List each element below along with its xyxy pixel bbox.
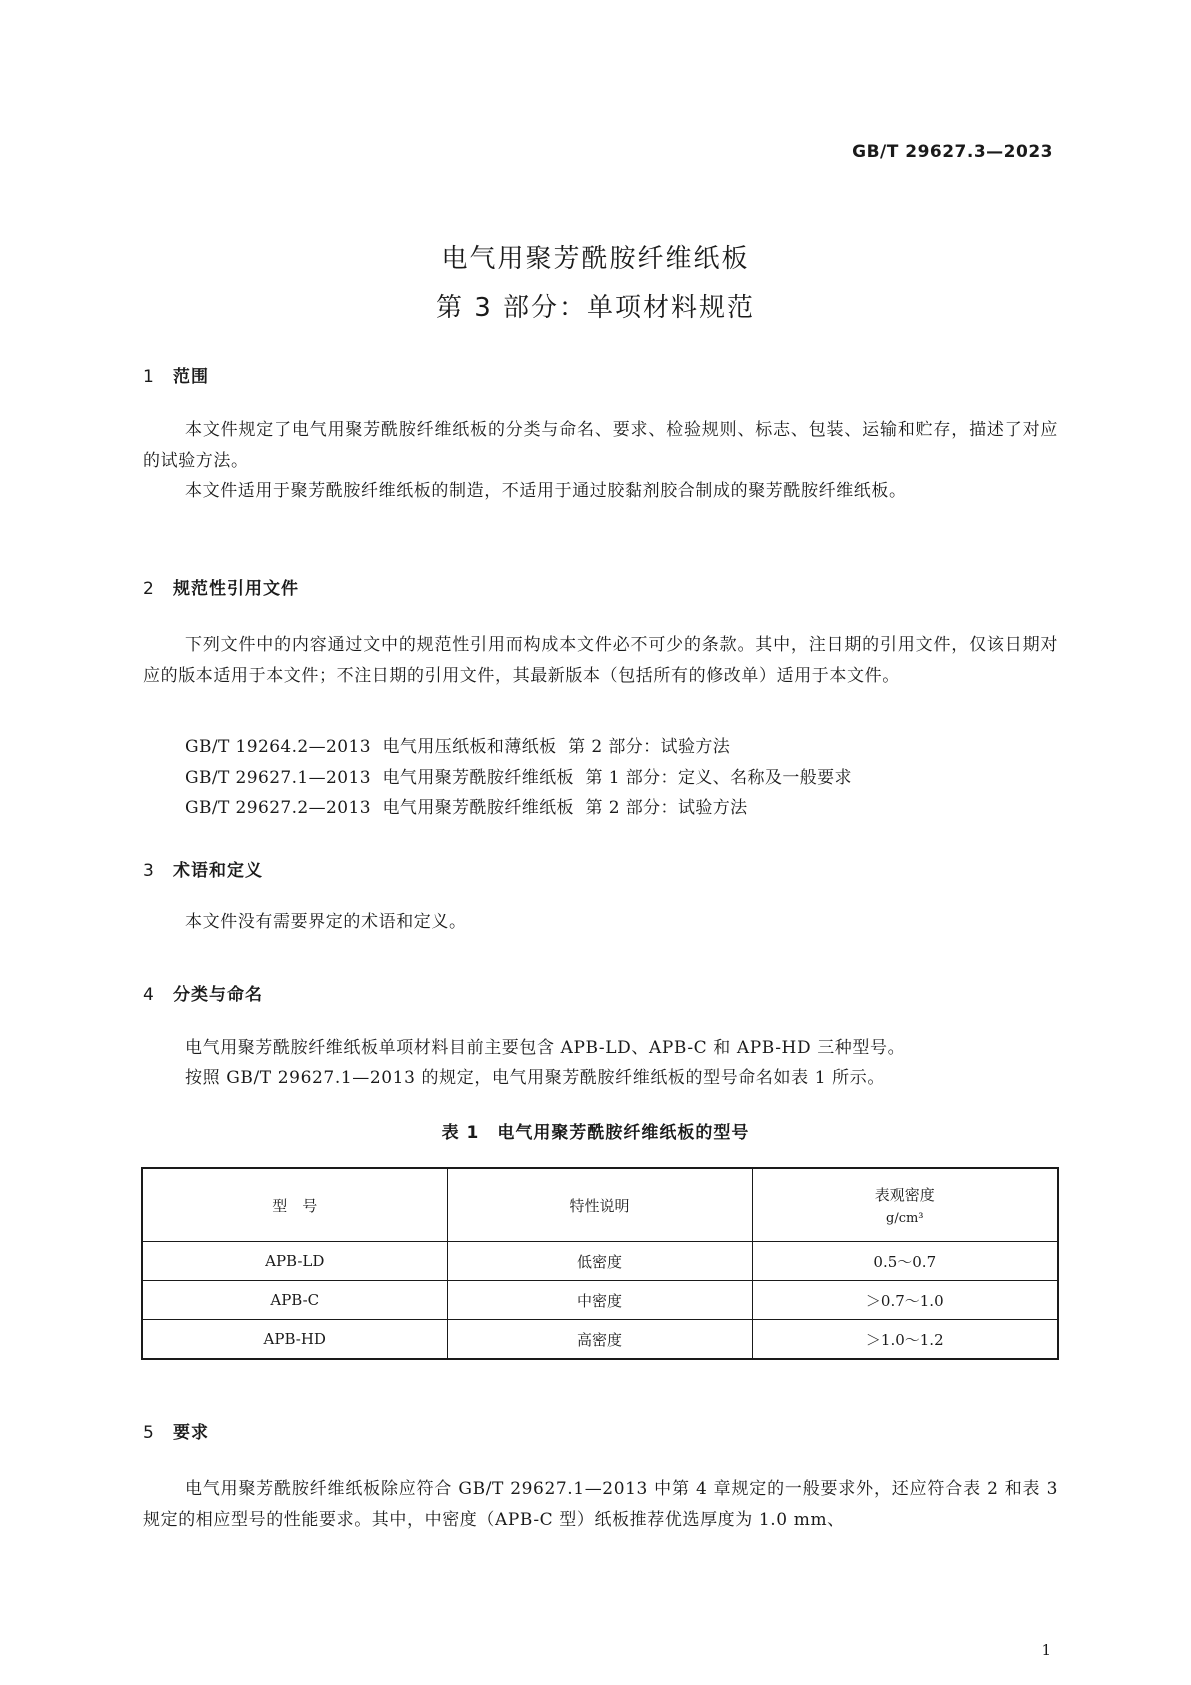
section-3-heading [143,856,263,881]
table-row [142,1242,1058,1281]
section-number: 4 [143,985,155,1005]
section-number: 5 [143,1423,155,1443]
section-1-paragraph-2: 本文件适用于聚芳酰胺纤维纸板的制造，不适用于通过胶黏剂胶合制成的聚芳酰胺纤维纸板。 [185,481,907,501]
section-title: 范围 [173,367,209,387]
cell-density: ＞0.7～1.0 [752,1281,1058,1320]
cell-description: 中密度 [447,1281,752,1320]
cell-description: 高密度 [447,1320,752,1360]
section-5-heading [143,1418,209,1443]
page-number: 1 [1041,1641,1051,1659]
density-unit: g/cm³ [886,1211,924,1226]
section-4-paragraph-1: 电气用聚芳酰胺纤维纸板单项材料目前主要包含 APB-LD、APB-C 和 APB-HD 三种型号。 [185,1038,906,1058]
column-header-density [752,1168,1058,1242]
section-4-paragraph-2: 按照 GB/T 29627.1—2013 的规定，电气用聚芳酰胺纤维纸板的型号命名如表 1 所示。 [185,1068,885,1088]
document-subtitle: 第 3 部分：单项材料规范 [435,293,756,323]
normative-reference: GB/T 29627.1—2013 电气用聚芳酰胺纤维纸板 第 1 部分：定义、名称及一般要求 [185,768,852,788]
standard-number: GB/T 29627.3—2023 [852,142,1053,162]
section-2-heading [143,574,299,599]
cell-type: APB-LD [142,1242,447,1281]
table-1 [141,1167,1059,1360]
section-title: 分类与命名 [173,985,263,1005]
table-row [142,1281,1058,1320]
section-title: 要求 [173,1423,209,1443]
normative-reference: GB/T 29627.2—2013 电气用聚芳酰胺纤维纸板 第 2 部分：试验方法 [185,798,748,818]
cell-description: 低密度 [447,1242,752,1281]
table-row [142,1320,1058,1360]
document-title: 电气用聚芳酰胺纤维纸板 [441,244,750,274]
table-header-row [142,1168,1058,1242]
normative-reference: GB/T 19264.2—2013 电气用压纸板和薄纸板 第 2 部分：试验方法 [185,737,731,757]
section-number: 3 [143,861,155,881]
density-header-label: 表观密度 [874,1186,935,1204]
table-1-caption: 表 1 电气用聚芳酰胺纤维纸板的型号 [441,1123,750,1143]
section-2-paragraph-1: 下列文件中的内容通过文中的规范性引用而构成本文件必不可少的条款。其中，注日期的引用文件，仅该日期对应的版本适用于本文件；不注日期的引用文件，其最新版本（包括所有的修改单）适用于本文件。 [143,635,1058,686]
section-number: 2 [143,579,155,599]
section-4-heading [143,980,263,1005]
section-3-paragraph-1: 本文件没有需要界定的术语和定义。 [185,912,467,932]
section-1-paragraph-1: 本文件规定了电气用聚芳酰胺纤维纸板的分类与命名、要求、检验规则、标志、包装、运输和贮存，描述了对应的试验方法。 [143,420,1058,471]
section-1-heading [143,362,209,387]
cell-type: APB-C [142,1281,447,1320]
section-number: 1 [143,367,155,387]
section-5-paragraph-1: 电气用聚芳酰胺纤维纸板除应符合 GB/T 29627.1—2013 中第 4 章规定的一般要求外，还应符合表 2 和表 3 规定的相应型号的性能要求。其中，中密度（APB-C 型）纸板推荐优选厚度为 1.0 mm、 [143,1479,1058,1530]
cell-density: 0.5～0.7 [752,1242,1058,1281]
section-title: 规范性引用文件 [173,579,299,599]
cell-density: ＞1.0～1.2 [752,1320,1058,1360]
cell-type: APB-HD [142,1320,447,1360]
section-title: 术语和定义 [173,861,263,881]
column-header-description: 特性说明 [447,1168,752,1242]
column-header-type: 型 号 [142,1168,447,1242]
